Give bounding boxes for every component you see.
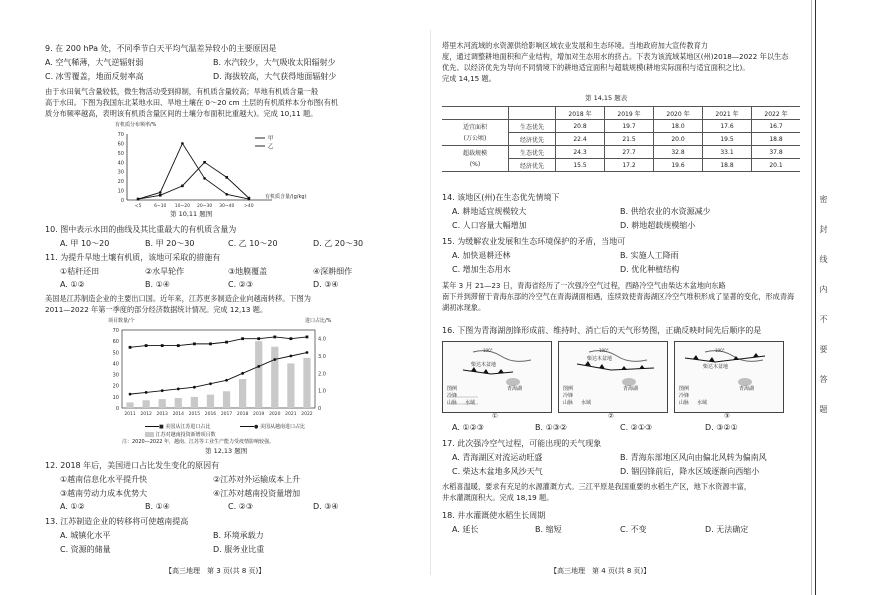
q13-option-a[interactable]: A. 城镇化水平	[60, 531, 111, 540]
q11-option-a[interactable]: A. ①②	[60, 280, 85, 289]
chart2-frame	[122, 330, 315, 408]
table-row: 超载规模 (%) 生态优先 24.3 27.7 32.8 33.1 37.8	[442, 146, 800, 159]
chart1-legend-label: 乙	[268, 144, 274, 150]
q17-stem: 17. 此次强冷空气过程，可能出现的天气现象	[442, 439, 602, 448]
q12-item-4: ④江苏对越南投资量增加	[213, 489, 301, 498]
q14-option-b[interactable]: B. 供给农业的水资源减少	[620, 207, 711, 216]
chart1-xtick-label: 10~20	[174, 204, 191, 209]
chart1-xtick-label: <5	[134, 204, 142, 209]
q17-option-d[interactable]: D. 锢囚锋前后，降水区域逐渐向西缩小	[620, 467, 760, 476]
q12-option-c[interactable]: C. ②③	[228, 502, 254, 511]
chart2-xtick-label: 2022	[301, 412, 313, 417]
q16-option-b[interactable]: B. ①③②	[535, 423, 568, 432]
q11-option-d[interactable]: D. ③④	[313, 280, 339, 289]
q14-stem: 14. 该地区(州)在生态优先情境下	[442, 193, 560, 202]
q13-option-b[interactable]: B. 环境承载力	[213, 531, 264, 540]
intro-18-19: 水稻喜温暖，要求有充足的水源灌溉方式。三江平原是我国重要的水稻生产区，地下水资源丰富， 井水灌溉面积大。完成 18,19 题。	[442, 482, 752, 502]
chart2-yright-tick: 2.0	[318, 371, 326, 378]
chart2-point	[289, 337, 292, 340]
chart2-point	[241, 372, 244, 375]
chart2-yright-tick: 4.0	[318, 336, 326, 343]
left-page	[0, 0, 430, 595]
q17-option-a[interactable]: A. 青海湖区对流运动旺盛	[452, 453, 543, 462]
chart1-ytick-label: 10	[117, 188, 124, 195]
chart2-yright-tick: 0	[318, 406, 322, 412]
chart1-point	[203, 161, 206, 164]
chart2-point	[241, 337, 244, 340]
chart1-xtick-label: >40	[244, 204, 254, 209]
chart2-caption: 第 12,13 题图	[205, 447, 248, 455]
organic-matter-chart	[105, 122, 305, 222]
chart1-ytick-label: 30	[117, 169, 124, 176]
chart2-point	[306, 351, 309, 354]
q9-option-d[interactable]: D. 海拔较高，大气获得地面辐射少	[213, 72, 337, 81]
chart2-point	[225, 341, 228, 344]
chart1-ytick-label: 20	[117, 179, 124, 186]
q14-option-d[interactable]: D. 耕地超载规模缩小	[620, 221, 696, 230]
chart2-point	[273, 358, 276, 361]
chart1-point	[225, 176, 228, 179]
chart2-bar	[271, 347, 278, 408]
chart2-bar	[143, 400, 150, 408]
map-2-svg	[559, 342, 667, 412]
q11-stem: 11. 为提升旱地土壤有机质，该地可采取的措施有	[45, 253, 221, 262]
q10-option-b[interactable]: B. 甲 20～30	[145, 239, 195, 248]
chart1-ytick-label: 40	[117, 160, 124, 167]
q11-option-c[interactable]: C. ②③	[228, 280, 254, 289]
chart2-point	[306, 336, 309, 339]
chart1-point	[225, 193, 228, 196]
q15-option-a[interactable]: A. 加快退耕还林	[452, 251, 511, 260]
chart2-bar	[255, 341, 262, 408]
weather-map-2: 190° 柴达木盆地 青海湖 图例 冷锋 山脉 水域	[558, 341, 668, 413]
table-year-2020: 2020 年	[654, 107, 703, 120]
q18-option-b[interactable]: B. 缩短	[535, 525, 562, 534]
chart2-bar	[191, 397, 198, 408]
q12-item-2: ②江苏对外运输成本上升	[213, 475, 301, 484]
chart2-bar	[303, 358, 310, 408]
chart2-point	[193, 342, 196, 345]
chart2-xtick-label: 2017	[220, 412, 233, 417]
chart2-point	[161, 344, 164, 347]
chart2-yleft-tick: 50	[112, 350, 119, 357]
trade-chart	[100, 318, 345, 448]
q13-option-d[interactable]: D. 服务业比重	[213, 545, 265, 554]
chart2-yleft-tick: 30	[112, 372, 119, 379]
chart1-ytick-label: 60	[117, 141, 124, 148]
chart2-bar	[287, 363, 294, 408]
chart2-point	[225, 379, 228, 382]
q10-stem: 10. 图中表示水田的曲线及其比重最大的有机质含量为	[45, 225, 237, 234]
chart1-point	[181, 142, 184, 145]
chart2-yleft-tick: 0	[115, 406, 119, 412]
chart2-yright-tick: 1.0	[318, 388, 326, 395]
q12-item-3: ③越南劳动力成本优势大	[60, 489, 148, 498]
q9-option-c[interactable]: C. 冰雪覆盖，地面反射率高	[45, 72, 144, 81]
chart2-yleft-tick: 60	[112, 339, 119, 346]
chart2-yleft-tick: 10	[112, 394, 119, 401]
chart1-point	[203, 177, 206, 180]
table-year-2018: 2018 年	[556, 107, 605, 120]
chart2-legend-1: ■ 美国从江苏进口占比	[145, 424, 210, 431]
table-year-2021: 2021 年	[703, 107, 752, 120]
chart2-point	[177, 388, 180, 391]
map-3-svg	[675, 342, 783, 412]
chart2-series-line	[130, 353, 307, 395]
chart2-point	[161, 389, 164, 392]
chart1-xtick-label: 6~10	[154, 204, 167, 209]
map-1-svg	[443, 342, 551, 412]
chart1-svg	[105, 128, 305, 220]
chart1-series-line	[138, 162, 249, 199]
chart2-xtick-label: 2014	[172, 412, 185, 417]
chart2-xtick-label: 2011	[124, 412, 136, 417]
q18-option-d[interactable]: D. 无法确定	[705, 525, 749, 534]
chart2-bar	[126, 402, 133, 408]
q18-option-a[interactable]: A. 延长	[452, 525, 479, 534]
chart1-ylabel: 有机质分布频率/%	[115, 122, 157, 128]
chart2-yleft-tick: 40	[112, 361, 119, 368]
chart2-xtick-label: 2021	[285, 412, 297, 417]
map-3-label: ③	[724, 412, 730, 420]
chart1-xlabel: 有机质含量/(g/kg)	[265, 194, 307, 200]
chart2-point	[129, 346, 132, 349]
map-1-label: ①	[492, 412, 498, 420]
chart2-xtick-label: 2016	[204, 412, 217, 417]
q11-item-1: ①秸秆还田	[60, 267, 100, 276]
chart2-xtick-label: 2015	[188, 412, 201, 417]
q13-stem: 13. 江苏制造企业的转移将可使越南提高	[45, 517, 189, 526]
chart1-legend-label: 甲	[268, 136, 274, 142]
table-row: 经济优先 15.5 17.2 19.6 18.8 20.1	[442, 159, 800, 172]
chart1-series-line	[138, 143, 249, 199]
q15-option-b[interactable]: B. 实施人工降雨	[620, 251, 679, 260]
q13-option-c[interactable]: C. 资源的储量	[60, 545, 111, 554]
chart1-ytick-label: 50	[117, 150, 124, 157]
q12-stem: 12. 2018 年后，美国进口占比发生变化的原因有	[45, 461, 220, 470]
chart1-xtick-label: 20~30	[196, 204, 213, 209]
chart2-bar	[175, 398, 182, 408]
chart2-yleft-tick: 20	[112, 383, 119, 390]
q11-item-4: ④深耕细作	[313, 267, 353, 276]
q12-option-b[interactable]: B. ①④	[145, 502, 170, 511]
chart2-yright-tick: 3.0	[318, 354, 326, 360]
chart2-yright-label: 进口占比/%	[305, 318, 332, 324]
binding-text: 密封线内不要答题	[819, 195, 828, 435]
q11-item-3: ③地膜覆盖	[228, 267, 268, 276]
q9-stem: 9. 在 200 hPa 处，不同季节白天平均气温差异较小的主要原因是	[45, 44, 277, 53]
q15-option-d[interactable]: D. 优化种植结构	[620, 265, 680, 274]
q15-option-c[interactable]: C. 增加生态用水	[452, 265, 511, 274]
right-page	[430, 0, 802, 595]
chart2-point	[145, 391, 148, 394]
chart1-point	[159, 194, 162, 197]
table-row: 经济优先 22.4 21.5 20.0 19.5 18.8	[442, 133, 800, 146]
chart2-point	[177, 344, 180, 347]
q14-option-a[interactable]: A. 耕地适宜规模较大	[452, 207, 527, 216]
q12-item-1: ①越南信息化水平提升快	[60, 475, 148, 484]
chart2-bar	[239, 379, 246, 408]
q9-option-b[interactable]: B. 水汽较少，大气吸收太阳辐射少	[213, 58, 336, 67]
q9-option-a[interactable]: A. 空气稀薄，大气逆辐射弱	[45, 58, 144, 67]
intro-12-13: 美国是江苏制造企业的主要出口国。近年来，江苏更多制造企业向越南转移。下图为 2011—2022 年第一季度的部分经济数据统计情况。完成 12,13 题。	[45, 294, 311, 314]
right-footer: 【高三地理 第 4 页(共 8 页)】	[550, 567, 651, 575]
chart1-xtick-label: 30~40	[219, 204, 235, 209]
chart2-point	[257, 337, 260, 340]
table-year-2022: 2022 年	[752, 107, 801, 120]
chart1-point	[248, 197, 251, 200]
q10-option-a[interactable]: A. 甲 10～20	[60, 239, 110, 248]
q16-option-d[interactable]: D. ③②①	[705, 423, 738, 432]
chart2-note: 注：2020—2022 年，越南、江苏等工业生产能力受疫情影响较强。	[122, 439, 275, 445]
chart2-xtick-label: 2012	[140, 412, 152, 417]
q16-option-c[interactable]: C. ②①③	[620, 423, 653, 432]
q10-option-d[interactable]: D. 乙 20～30	[313, 239, 364, 248]
chart2-xtick-label: 2020	[269, 412, 281, 417]
chart2-point	[193, 386, 196, 389]
intro-10-11: 由于水田氧气含量较低，微生物活动受到抑制，有机质含量较高；旱地有机质含量一般 高于水田。下图为我国东北某地水田、旱地土壤在 0～20 cm 土层的有机质样本分布图(有机 质分布频率越高，表明该有机质含量区间的土壤分布面积比重越大)。完成 10,11 题。	[45, 87, 339, 118]
chart2-point	[129, 393, 132, 396]
svg-text:190°: 190°	[715, 348, 725, 353]
q15-stem: 15. 为缓解农业发展和生态环境保护的矛盾，当地可	[442, 237, 626, 246]
chart1-caption: 第 10,11 题图	[170, 210, 213, 218]
q11-item-2: ②水旱轮作	[145, 267, 185, 276]
chart1-point	[181, 185, 184, 188]
chart2-yleft-tick: 70	[112, 328, 119, 334]
table-row: 适宜面积 (万公顷) 生态优先 20.8 19.7 18.0 17.6 16.7	[442, 120, 800, 133]
chart2-bar	[159, 399, 166, 408]
q17-option-b[interactable]: B. 青海东部地区风向由偏北风转为偏南风	[620, 453, 767, 462]
weather-map-1: 190° 柴达木盆地 青海湖 图例 冷锋 山脉 水域	[442, 341, 552, 413]
chart1-point	[159, 191, 162, 194]
map-2-label: ②	[608, 412, 614, 420]
q12-option-a[interactable]: A. ①②	[60, 502, 85, 511]
chart2-bar	[223, 391, 230, 408]
chart2-point	[289, 355, 292, 358]
chart2-point	[257, 365, 260, 368]
chart2-xtick-label: 2018	[236, 412, 249, 417]
svg-text:190°: 190°	[483, 348, 493, 353]
svg-text:190°: 190°	[599, 348, 609, 353]
chart1-ytick-label: 70	[117, 132, 124, 138]
chart2-xtick-label: 2019	[252, 412, 265, 417]
intro-14-15: 塔里木河流域的水资源供给影响区域农业发展和生态环境。当地政府加大宣传教育力 度，通过调整耕地面积和产业结构，增加对生态用水的挤占。下表为该流域某地区(州)2018—2022 年以生态 优先、以经济优先为导向不同情境下的耕地适宜面积与超载规模(耕地实际面积与适宜面积之比)。 完成 14,15 题。	[442, 41, 789, 83]
q14-option-c[interactable]: C. 人口容量大幅增加	[452, 221, 527, 230]
binding-strip	[803, 0, 870, 595]
q11-option-b[interactable]: B. ①④	[145, 280, 170, 289]
q16-option-a[interactable]: A. ①②③	[452, 423, 484, 432]
q17-option-c[interactable]: C. 柴达木盆地多风沙天气	[452, 467, 543, 476]
chart2-point	[209, 342, 212, 345]
data-table	[442, 106, 800, 172]
table-year-2019: 2019 年	[605, 107, 654, 120]
chart2-legend-2: ● 美国从越南进口占比	[240, 424, 305, 431]
chart2-yleft-label: 项目数量/个	[108, 318, 135, 324]
chart2-svg	[100, 324, 345, 424]
chart2-point	[209, 382, 212, 385]
q18-option-c[interactable]: C. 不变	[620, 525, 647, 534]
chart1-point	[137, 198, 140, 201]
q12-option-d[interactable]: D. ③④	[313, 502, 339, 511]
intro-16-17: 某年 3 月 21—23 日，青海省经历了一次强冷空气过程，西路冷空气由柴达木盆地向东路 南下并到滞留于青海东部的冷空气在青海湖面相遇，连续致使青海湖区冷空气堆积形成了显著的变化，形成青海 湖初冰现象。	[442, 281, 795, 312]
q10-option-c[interactable]: C. 乙 10～20	[228, 239, 278, 248]
table-caption: 第 14,15 题表	[585, 94, 628, 102]
chart1-ytick-label: 0	[120, 198, 124, 204]
weather-map-3: 190° 柴达木盆地 青海湖 图例 冷锋 山脉 水域	[674, 341, 784, 413]
left-footer: 【高三地理 第 3 页(共 8 页)】	[165, 567, 266, 575]
chart2-bar	[207, 395, 214, 408]
q16-stem: 16. 下图为青海湖剖锋形成前、维持时、消亡后的天气形势图，正确反映时间先后顺序的是	[442, 326, 762, 335]
chart2-point	[273, 336, 276, 339]
q18-stem: 18. 井水灌溉使水稻生长周期	[442, 511, 546, 520]
chart2-series-line	[130, 337, 307, 347]
chart2-legend-3: 江苏对越南投资新增项目数	[145, 432, 216, 439]
chart2-point	[145, 344, 148, 347]
chart2-xtick-label: 2013	[156, 412, 168, 417]
